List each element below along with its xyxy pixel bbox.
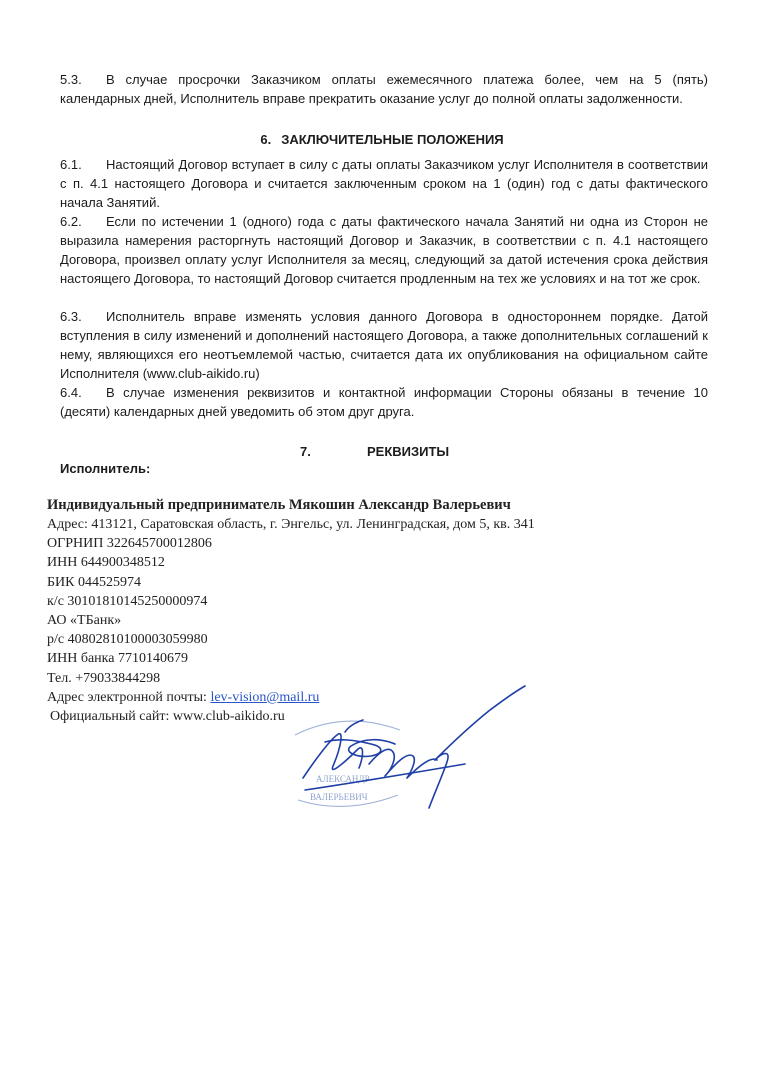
clause-6-3: [60, 307, 708, 383]
phone-line: Тел. +79033844298: [47, 670, 161, 686]
clause-text: Если по истечении 1 (одного) года с даты фактического начала Занятий ни одна из Сторон не выразила намерения расторгнуть настоящий Договор и Заказчик, в соответствии с п. 4.1 настоящего Договора, произвел оплату услуг Исполнителя за месяц, следующий за датой истечения срока действия настоящего Договора, то настоящий Договор считается продленным на тех же условиях и на тот же срок.: [60, 214, 708, 286]
email-link[interactable]: lev-vision@mail.ru: [210, 689, 320, 705]
clause-number: 6.2.: [60, 214, 82, 229]
clause-6-1: [60, 155, 708, 212]
clause-number: 6.4.: [60, 385, 82, 400]
bank-inn-line: ИНН банка 7710140679: [47, 651, 188, 667]
clause-5-3: [60, 70, 708, 108]
email-label: Адрес электронной почты:: [47, 689, 211, 705]
clause-number: 6.1.: [60, 157, 82, 172]
clause-text: Исполнитель вправе изменять условия данного Договора в одностороннем порядке. Датой вступления в силу изменений и дополнений настоящего Договора, а также дополнительных соглашений к нему, являющихся его неотъемлемой частью, считается дата их опубликования на официальном сайте Исполнителя (www.club-aikido.ru): [60, 309, 708, 381]
clause-6-4: [60, 383, 708, 421]
settlement-account-line: р/с 40802810100003059980: [47, 632, 208, 648]
bank-name-line: АО «ТБанк»: [47, 613, 122, 629]
address-line: Адрес: 413121, Саратовская область, г. Энгельс, ул. Ленинградская, дом 5, кв. 341: [47, 517, 535, 532]
clause-number: 5.3.: [60, 72, 82, 87]
requisites-title: Индивидуальный предприниматель Мякошин Александр Валерьевич: [47, 497, 511, 513]
section-title: ЗАКЛЮЧИТЕЛЬНЫЕ ПОЛОЖЕНИЯ: [281, 132, 504, 147]
clause-text: Настоящий Договор вступает в силу с даты оплаты Заказчиком услуг Исполнителя в соответствии с п. 4.1 настоящего Договора и считается заключенным сроком на 1 (один) год с даты фактического начала Занятий.: [60, 157, 708, 210]
clause-6-2: [60, 212, 708, 288]
correspondent-account-line: к/с 30101810145250000974: [47, 593, 208, 609]
clause-number: 6.3.: [60, 309, 82, 324]
clause-text: В случае просрочки Заказчиком оплаты ежемесячного платежа более, чем на 5 (пять) календарных дней, Исполнитель вправе прекратить оказание услуг до полной оплаты задолженности.: [60, 72, 708, 106]
handwritten-signature: [285, 680, 545, 820]
section-title: РЕКВИЗИТЫ: [367, 444, 450, 459]
executor-label: Исполнитель:: [60, 461, 151, 476]
svg-text:ВАЛЕРЬЕВИЧ: ВАЛЕРЬЕВИЧ: [310, 792, 368, 802]
clause-text: В случае изменения реквизитов и контактной информации Стороны обязаны в течение 10 (десяти) календарных дней уведомить об этом друг друга.: [60, 385, 708, 419]
inn-line: ИНН 644900348512: [47, 555, 165, 571]
section-number: 6.: [260, 132, 272, 147]
section-6-heading: [0, 130, 764, 149]
website-line: Официальный сайт: www.club-aikido.ru: [50, 709, 285, 725]
svg-text:АЛЕКСАНДР: АЛЕКСАНДР: [316, 774, 370, 784]
section-number: 7.: [300, 444, 311, 459]
ogrnip-line: ОГРНИП 322645700012806: [47, 536, 212, 552]
bik-line: БИК 044525974: [47, 574, 141, 590]
